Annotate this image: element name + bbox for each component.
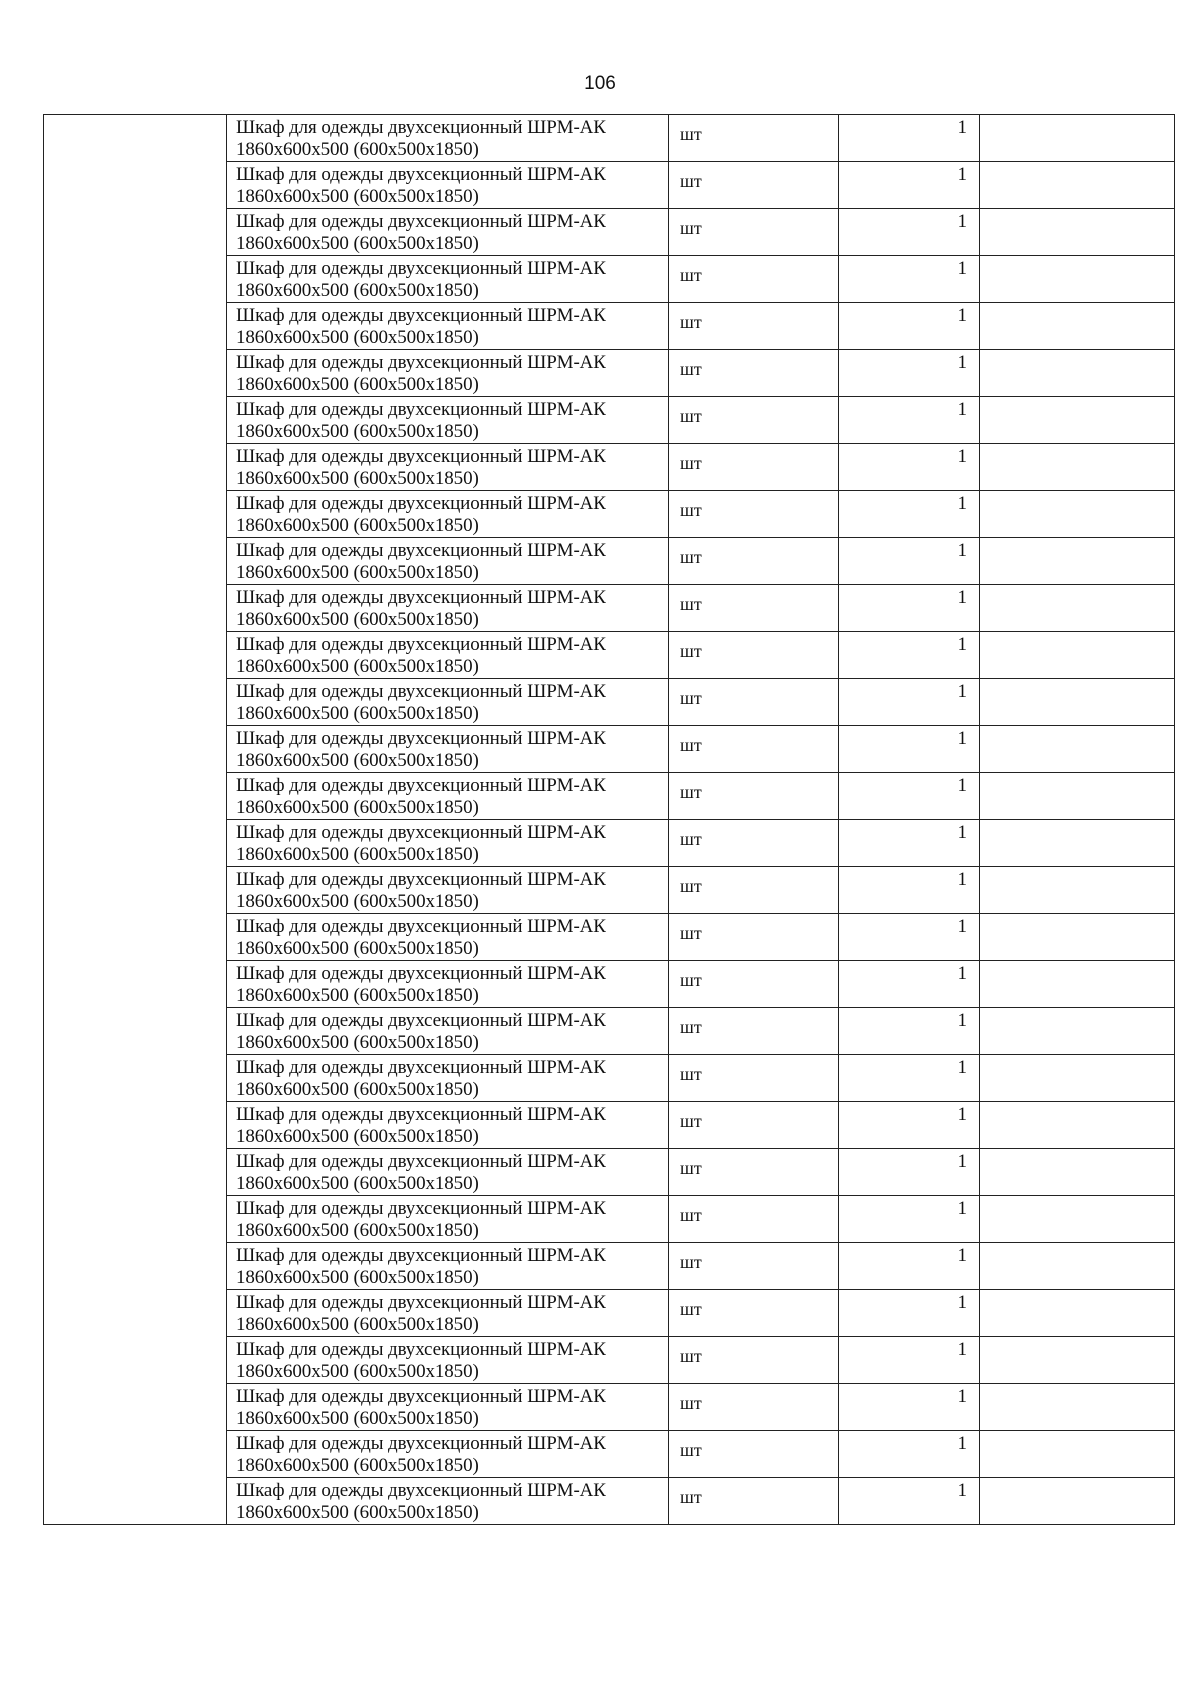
item-unit: шт bbox=[669, 397, 839, 444]
item-unit: шт bbox=[669, 1008, 839, 1055]
item-name-line2: 1860x600x500 (600x500x1850) bbox=[236, 1502, 479, 1523]
item-extra-cell bbox=[980, 256, 1175, 303]
item-name-line2: 1860x600x500 (600x500x1850) bbox=[236, 1361, 479, 1382]
item-name-line2: 1860x600x500 (600x500x1850) bbox=[236, 421, 479, 442]
item-quantity: 1 bbox=[839, 1431, 980, 1478]
item-name-line1: Шкаф для одежды двухсекционный ШРМ-АК bbox=[236, 352, 606, 373]
item-name-cell bbox=[227, 397, 669, 444]
item-unit: шт bbox=[669, 1196, 839, 1243]
item-name-cell bbox=[227, 444, 669, 491]
item-name-line1: Шкаф для одежды двухсекционный ШРМ-АК bbox=[236, 1151, 606, 1172]
item-quantity: 1 bbox=[839, 444, 980, 491]
item-name-line2: 1860x600x500 (600x500x1850) bbox=[236, 233, 479, 254]
item-unit: шт bbox=[669, 1055, 839, 1102]
item-name-line1: Шкаф для одежды двухсекционный ШРМ-АК bbox=[236, 587, 606, 608]
item-extra-cell bbox=[980, 1149, 1175, 1196]
item-extra-cell bbox=[980, 1431, 1175, 1478]
item-name-line2: 1860x600x500 (600x500x1850) bbox=[236, 1220, 479, 1241]
item-unit: шт bbox=[669, 1243, 839, 1290]
item-extra-cell bbox=[980, 585, 1175, 632]
item-name-cell bbox=[227, 209, 669, 256]
item-name-line1: Шкаф для одежды двухсекционный ШРМ-АК bbox=[236, 916, 606, 937]
item-name-cell bbox=[227, 115, 669, 162]
item-unit: шт bbox=[669, 256, 839, 303]
item-quantity: 1 bbox=[839, 820, 980, 867]
item-name-line1: Шкаф для одежды двухсекционный ШРМ-АК bbox=[236, 1292, 606, 1313]
item-extra-cell bbox=[980, 679, 1175, 726]
item-extra-cell bbox=[980, 538, 1175, 585]
item-extra-cell bbox=[980, 1478, 1175, 1525]
item-name-line1: Шкаф для одежды двухсекционный ШРМ-АК bbox=[236, 1198, 606, 1219]
item-unit: шт bbox=[669, 350, 839, 397]
item-extra-cell bbox=[980, 1290, 1175, 1337]
item-quantity: 1 bbox=[839, 397, 980, 444]
item-name-line2: 1860x600x500 (600x500x1850) bbox=[236, 1126, 479, 1147]
item-name-cell bbox=[227, 1337, 669, 1384]
item-unit: шт bbox=[669, 726, 839, 773]
item-extra-cell bbox=[980, 162, 1175, 209]
item-unit: шт bbox=[669, 209, 839, 256]
item-quantity: 1 bbox=[839, 1102, 980, 1149]
item-name-line1: Шкаф для одежды двухсекционный ШРМ-АК bbox=[236, 963, 606, 984]
item-quantity: 1 bbox=[839, 1384, 980, 1431]
item-name-line2: 1860x600x500 (600x500x1850) bbox=[236, 1455, 479, 1476]
item-name-line1: Шкаф для одежды двухсекционный ШРМ-АК bbox=[236, 1433, 606, 1454]
item-name-cell bbox=[227, 1431, 669, 1478]
item-extra-cell bbox=[980, 1008, 1175, 1055]
item-quantity: 1 bbox=[839, 773, 980, 820]
item-quantity: 1 bbox=[839, 632, 980, 679]
item-extra-cell bbox=[980, 1055, 1175, 1102]
item-unit: шт bbox=[669, 1290, 839, 1337]
item-name-line1: Шкаф для одежды двухсекционный ШРМ-АК bbox=[236, 493, 606, 514]
item-name-cell bbox=[227, 961, 669, 1008]
item-extra-cell bbox=[980, 209, 1175, 256]
item-name-line1: Шкаф для одежды двухсекционный ШРМ-АК bbox=[236, 822, 606, 843]
item-extra-cell bbox=[980, 726, 1175, 773]
item-name-line1: Шкаф для одежды двухсекционный ШРМ-АК bbox=[236, 540, 606, 561]
item-extra-cell bbox=[980, 820, 1175, 867]
item-extra-cell bbox=[980, 444, 1175, 491]
item-quantity: 1 bbox=[839, 914, 980, 961]
item-extra-cell bbox=[980, 350, 1175, 397]
item-name-line2: 1860x600x500 (600x500x1850) bbox=[236, 327, 479, 348]
goods-table bbox=[43, 114, 1175, 1525]
item-extra-cell bbox=[980, 961, 1175, 1008]
item-name-line2: 1860x600x500 (600x500x1850) bbox=[236, 1079, 479, 1100]
item-name-line2: 1860x600x500 (600x500x1850) bbox=[236, 891, 479, 912]
item-name-line1: Шкаф для одежды двухсекционный ШРМ-АК bbox=[236, 305, 606, 326]
item-name-line2: 1860x600x500 (600x500x1850) bbox=[236, 938, 479, 959]
item-name-line2: 1860x600x500 (600x500x1850) bbox=[236, 1408, 479, 1429]
item-name-line1: Шкаф для одежды двухсекционный ШРМ-АК bbox=[236, 164, 606, 185]
item-name-line1: Шкаф для одежды двухсекционный ШРМ-АК bbox=[236, 1010, 606, 1031]
item-name-line1: Шкаф для одежды двухсекционный ШРМ-АК bbox=[236, 1104, 606, 1125]
item-unit: шт bbox=[669, 961, 839, 1008]
item-name-line1: Шкаф для одежды двухсекционный ШРМ-АК bbox=[236, 775, 606, 796]
item-name-line2: 1860x600x500 (600x500x1850) bbox=[236, 139, 479, 160]
item-name-cell bbox=[227, 1008, 669, 1055]
item-quantity: 1 bbox=[839, 1196, 980, 1243]
item-quantity: 1 bbox=[839, 1055, 980, 1102]
item-unit: шт bbox=[669, 1431, 839, 1478]
item-name-line2: 1860x600x500 (600x500x1850) bbox=[236, 186, 479, 207]
item-name-cell bbox=[227, 1243, 669, 1290]
item-extra-cell bbox=[980, 773, 1175, 820]
item-unit: шт bbox=[669, 444, 839, 491]
item-quantity: 1 bbox=[839, 679, 980, 726]
item-extra-cell bbox=[980, 632, 1175, 679]
item-name-cell bbox=[227, 1149, 669, 1196]
item-quantity: 1 bbox=[839, 1337, 980, 1384]
item-name-line1: Шкаф для одежды двухсекционный ШРМ-АК bbox=[236, 1386, 606, 1407]
item-quantity: 1 bbox=[839, 1290, 980, 1337]
item-quantity: 1 bbox=[839, 585, 980, 632]
item-name-line2: 1860x600x500 (600x500x1850) bbox=[236, 609, 479, 630]
item-unit: шт bbox=[669, 1149, 839, 1196]
item-name-line1: Шкаф для одежды двухсекционный ШРМ-АК bbox=[236, 681, 606, 702]
item-name-line2: 1860x600x500 (600x500x1850) bbox=[236, 515, 479, 536]
item-name-cell bbox=[227, 491, 669, 538]
item-name-line1: Шкаф для одежды двухсекционный ШРМ-АК bbox=[236, 1480, 606, 1501]
item-name-cell bbox=[227, 1384, 669, 1431]
item-name-line2: 1860x600x500 (600x500x1850) bbox=[236, 750, 479, 771]
item-extra-cell bbox=[980, 303, 1175, 350]
item-extra-cell bbox=[980, 1102, 1175, 1149]
item-name-line1: Шкаф для одежды двухсекционный ШРМ-АК bbox=[236, 117, 606, 138]
item-name-cell bbox=[227, 867, 669, 914]
item-name-cell bbox=[227, 773, 669, 820]
item-name-cell bbox=[227, 1055, 669, 1102]
group-cell bbox=[44, 115, 227, 1525]
item-extra-cell bbox=[980, 115, 1175, 162]
item-name-cell bbox=[227, 1478, 669, 1525]
item-quantity: 1 bbox=[839, 1008, 980, 1055]
item-name-cell bbox=[227, 303, 669, 350]
item-quantity: 1 bbox=[839, 726, 980, 773]
item-name-line2: 1860x600x500 (600x500x1850) bbox=[236, 1314, 479, 1335]
item-quantity: 1 bbox=[839, 1478, 980, 1525]
item-extra-cell bbox=[980, 867, 1175, 914]
item-name-cell bbox=[227, 538, 669, 585]
item-extra-cell bbox=[980, 1337, 1175, 1384]
item-name-line1: Шкаф для одежды двухсекционный ШРМ-АК bbox=[236, 258, 606, 279]
item-name-cell bbox=[227, 256, 669, 303]
item-unit: шт bbox=[669, 303, 839, 350]
item-name-line1: Шкаф для одежды двухсекционный ШРМ-АК bbox=[236, 1057, 606, 1078]
item-quantity: 1 bbox=[839, 538, 980, 585]
item-name-line1: Шкаф для одежды двухсекционный ШРМ-АК bbox=[236, 1245, 606, 1266]
table-row bbox=[44, 115, 1175, 162]
item-extra-cell bbox=[980, 914, 1175, 961]
item-unit: шт bbox=[669, 1102, 839, 1149]
item-name-line2: 1860x600x500 (600x500x1850) bbox=[236, 1032, 479, 1053]
item-quantity: 1 bbox=[839, 115, 980, 162]
item-quantity: 1 bbox=[839, 256, 980, 303]
item-name-cell bbox=[227, 162, 669, 209]
item-name-cell bbox=[227, 820, 669, 867]
item-quantity: 1 bbox=[839, 491, 980, 538]
item-name-cell bbox=[227, 726, 669, 773]
item-unit: шт bbox=[669, 538, 839, 585]
item-name-cell bbox=[227, 914, 669, 961]
item-unit: шт bbox=[669, 1337, 839, 1384]
item-name-line1: Шкаф для одежды двухсекционный ШРМ-АК bbox=[236, 399, 606, 420]
item-name-line2: 1860x600x500 (600x500x1850) bbox=[236, 280, 479, 301]
item-unit: шт bbox=[669, 115, 839, 162]
item-name-line2: 1860x600x500 (600x500x1850) bbox=[236, 468, 479, 489]
item-quantity: 1 bbox=[839, 209, 980, 256]
item-name-line2: 1860x600x500 (600x500x1850) bbox=[236, 374, 479, 395]
item-unit: шт bbox=[669, 867, 839, 914]
item-name-line1: Шкаф для одежды двухсекционный ШРМ-АК bbox=[236, 211, 606, 232]
goods-table-body bbox=[44, 115, 1175, 1525]
item-unit: шт bbox=[669, 1478, 839, 1525]
item-name-cell bbox=[227, 585, 669, 632]
item-name-line2: 1860x600x500 (600x500x1850) bbox=[236, 985, 479, 1006]
page-number: 106 bbox=[584, 73, 616, 94]
item-extra-cell bbox=[980, 1384, 1175, 1431]
item-quantity: 1 bbox=[839, 162, 980, 209]
item-name-line1: Шкаф для одежды двухсекционный ШРМ-АК bbox=[236, 446, 606, 467]
item-unit: шт bbox=[669, 773, 839, 820]
item-unit: шт bbox=[669, 1384, 839, 1431]
item-extra-cell bbox=[980, 491, 1175, 538]
item-unit: шт bbox=[669, 914, 839, 961]
item-name-line2: 1860x600x500 (600x500x1850) bbox=[236, 656, 479, 677]
item-unit: шт bbox=[669, 679, 839, 726]
item-name-cell bbox=[227, 350, 669, 397]
item-name-line2: 1860x600x500 (600x500x1850) bbox=[236, 1173, 479, 1194]
item-quantity: 1 bbox=[839, 867, 980, 914]
item-name-line2: 1860x600x500 (600x500x1850) bbox=[236, 1267, 479, 1288]
item-name-line1: Шкаф для одежды двухсекционный ШРМ-АК bbox=[236, 1339, 606, 1360]
item-name-line1: Шкаф для одежды двухсекционный ШРМ-АК bbox=[236, 634, 606, 655]
item-unit: шт bbox=[669, 632, 839, 679]
item-unit: шт bbox=[669, 491, 839, 538]
item-name-cell bbox=[227, 1290, 669, 1337]
item-quantity: 1 bbox=[839, 1149, 980, 1196]
item-extra-cell bbox=[980, 1196, 1175, 1243]
item-unit: шт bbox=[669, 585, 839, 632]
item-name-cell bbox=[227, 1196, 669, 1243]
item-unit: шт bbox=[669, 820, 839, 867]
item-extra-cell bbox=[980, 1243, 1175, 1290]
item-name-line2: 1860x600x500 (600x500x1850) bbox=[236, 703, 479, 724]
item-extra-cell bbox=[980, 397, 1175, 444]
item-name-line1: Шкаф для одежды двухсекционный ШРМ-АК bbox=[236, 728, 606, 749]
item-name-line1: Шкаф для одежды двухсекционный ШРМ-АК bbox=[236, 869, 606, 890]
item-name-line2: 1860x600x500 (600x500x1850) bbox=[236, 797, 479, 818]
item-name-line2: 1860x600x500 (600x500x1850) bbox=[236, 844, 479, 865]
item-unit: шт bbox=[669, 162, 839, 209]
item-name-cell bbox=[227, 632, 669, 679]
item-quantity: 1 bbox=[839, 303, 980, 350]
item-quantity: 1 bbox=[839, 1243, 980, 1290]
item-quantity: 1 bbox=[839, 350, 980, 397]
item-name-line2: 1860x600x500 (600x500x1850) bbox=[236, 562, 479, 583]
item-name-cell bbox=[227, 1102, 669, 1149]
item-name-cell bbox=[227, 679, 669, 726]
item-quantity: 1 bbox=[839, 961, 980, 1008]
